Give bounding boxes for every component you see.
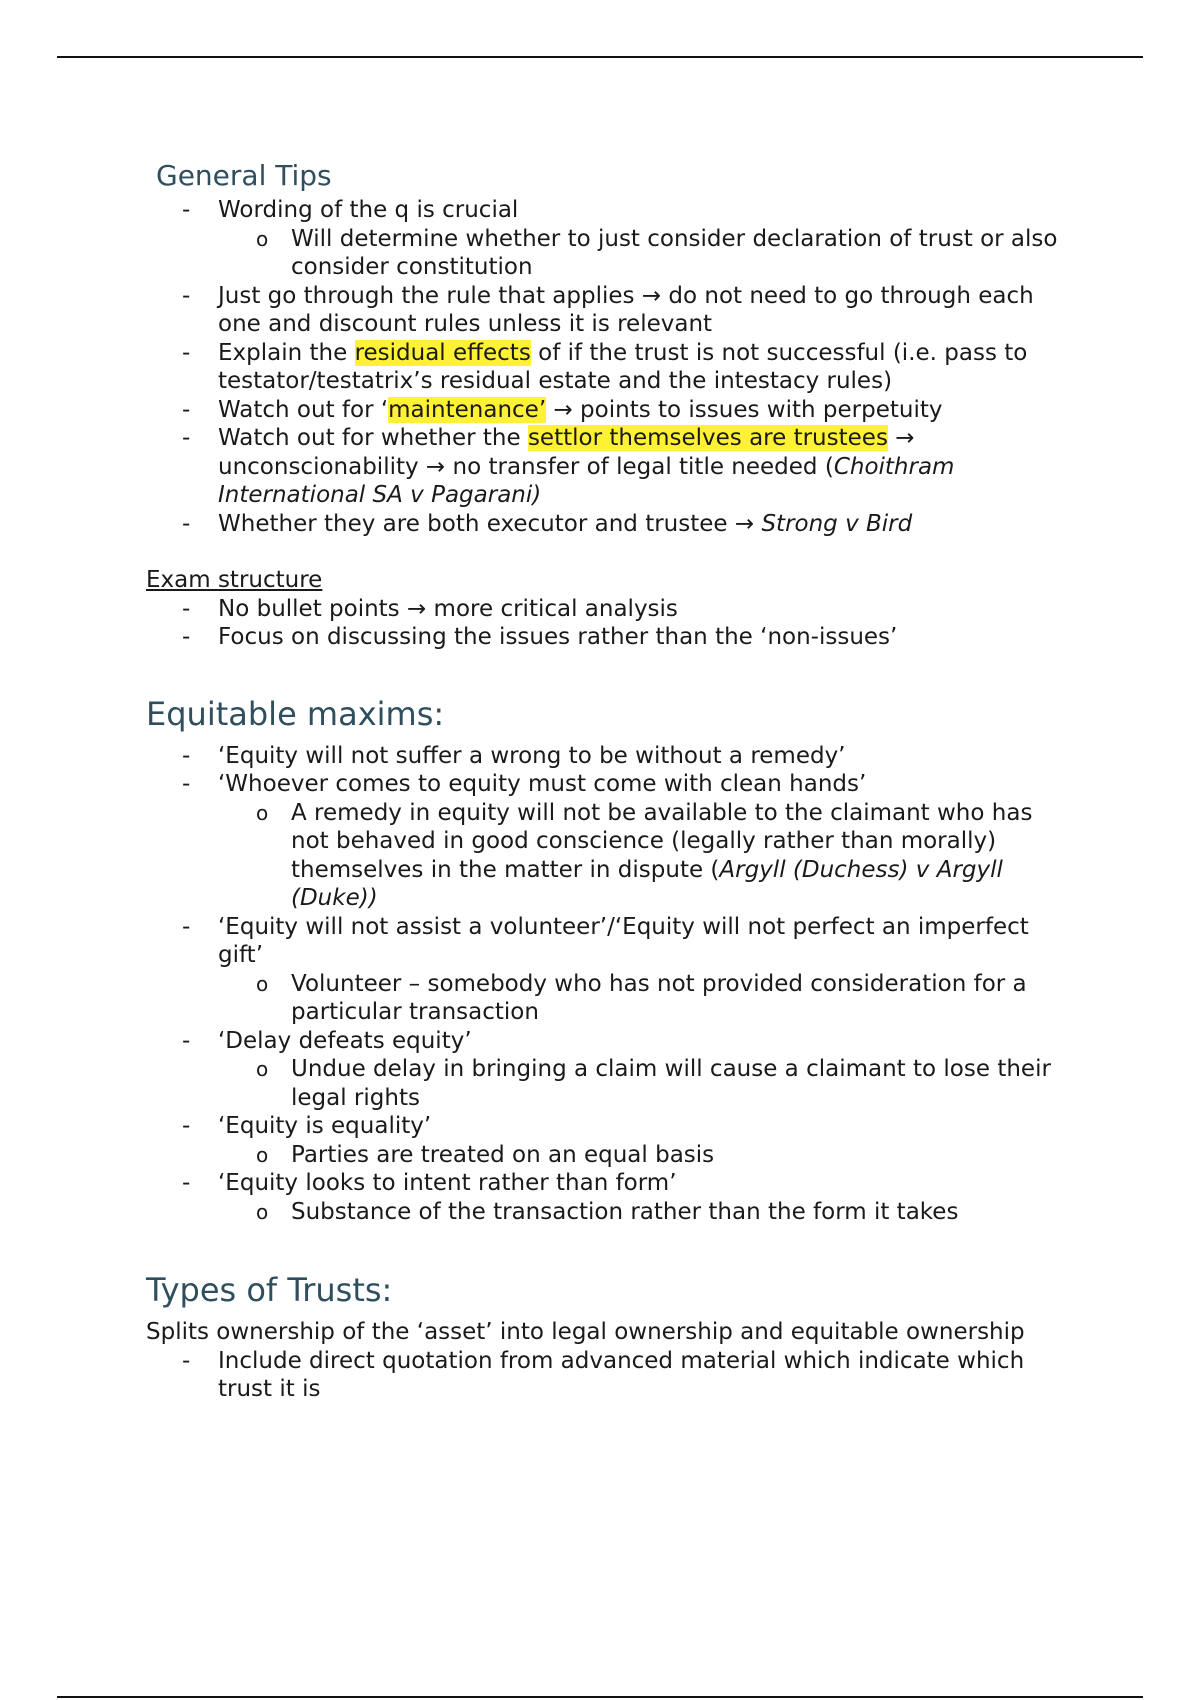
text: Watch out for whether the <box>218 425 528 451</box>
list-item <box>146 1347 1066 1404</box>
highlighted-text: maintenance’ <box>388 396 547 423</box>
top-rule <box>57 56 1143 58</box>
list-item <box>146 1169 1066 1198</box>
list-item-text: ‘Equity looks to intent rather than form’ <box>218 1170 677 1196</box>
general-tips-heading: General Tips <box>156 159 332 192</box>
list-item-text: Will determine whether to just consider declaration of trust or also consider constitution <box>291 225 1058 280</box>
equitable-maxims-heading: Equitable maxims: <box>146 694 445 733</box>
list-item-text: Volunteer – somebody who has not provided consideration for a particular transaction <box>291 970 1027 1025</box>
bottom-rule <box>57 1696 1143 1698</box>
list-item-text: Just go through the rule that applies → do not need to go through each one and discount rules unless it is relevant <box>218 282 1034 337</box>
list-item-text: ‘Equity will not suffer a wrong to be without a remedy’ <box>218 742 846 769</box>
sub-list-item <box>146 1141 1066 1170</box>
list-item <box>146 595 1066 624</box>
list-item <box>146 1112 1066 1141</box>
exam-structure-heading: Exam structure <box>146 567 323 593</box>
list-item <box>146 623 1066 652</box>
text: → points to issues with perpetuity <box>546 396 943 423</box>
list-item-text: Include direct quotation from advanced material which indicate which trust it is <box>218 1347 1025 1402</box>
list-item <box>146 742 1066 771</box>
types-of-trusts-intro: Splits ownership of the ‘asset’ into legal ownership and equitable ownership <box>146 1319 1025 1345</box>
list-item-text: Focus on discussing the issues rather than the ‘non-issues’ <box>218 624 898 650</box>
text: Whether they are both executor and trustee → <box>218 510 762 537</box>
list-item <box>146 1027 1066 1056</box>
text: A remedy in equity will not be available to the claimant who has not behaved in good conscience (legally rather than morally) themselves in the matter in dispute ( <box>291 799 1033 883</box>
text: Explain the <box>218 339 355 366</box>
list-item-text: Parties are treated on an equal basis <box>291 1141 715 1168</box>
list-item-text: Undue delay in bringing a claim will cause a claimant to lose their legal rights <box>291 1056 1051 1111</box>
text: → unconscionability → no transfer of legal title needed ( <box>218 425 915 480</box>
list-item-text: Wording of the q is crucial <box>218 197 519 223</box>
sub-list-item <box>146 225 1066 282</box>
list-item <box>146 282 1066 339</box>
list-item <box>146 396 1066 425</box>
types-of-trusts-list <box>146 1347 1066 1404</box>
list-item <box>146 339 1066 396</box>
text: of if the trust is not successful (i.e. pass to testator/testatrix’s residual estate and the intestacy rules) <box>218 339 1028 394</box>
sub-list-item <box>146 1055 1066 1112</box>
sub-list-item <box>146 970 1066 1027</box>
case-citation: Choithram International SA v Pagarani) <box>218 453 955 508</box>
types-of-trusts-heading: Types of Trusts: <box>146 1271 393 1309</box>
highlighted-text: settlor themselves are trustees <box>527 425 888 451</box>
highlighted-text: residual effects <box>354 339 531 366</box>
document-body <box>146 158 1066 1404</box>
text: Watch out for ‘ <box>218 396 389 423</box>
sub-list-item <box>146 1198 1066 1227</box>
list-item-text: ‘Whoever comes to equity must come with clean hands’ <box>218 771 867 797</box>
case-citation: Argyll (Duchess) v Argyll (Duke)) <box>291 856 1003 911</box>
list-item-text: ‘Equity will not assist a volunteer’/‘Equity will not perfect an imperfect gift’ <box>218 913 1029 968</box>
list-item <box>146 770 1066 799</box>
list-item <box>146 913 1066 970</box>
list-item-text: ‘Delay defeats equity’ <box>218 1027 472 1054</box>
list-item <box>146 510 1066 539</box>
general-tips-list <box>146 196 1066 538</box>
list-item <box>146 196 1066 225</box>
sub-list-item <box>146 799 1066 913</box>
equitable-maxims-list <box>146 742 1066 1227</box>
list-item-text: Substance of the transaction rather than the form it takes <box>291 1198 959 1225</box>
list-item <box>146 424 1066 510</box>
list-item-text: No bullet points → more critical analysis <box>218 595 678 622</box>
list-item-text: ‘Equity is equality’ <box>218 1113 432 1139</box>
case-citation: Strong v Bird <box>761 510 913 537</box>
exam-structure-list <box>146 595 1066 652</box>
